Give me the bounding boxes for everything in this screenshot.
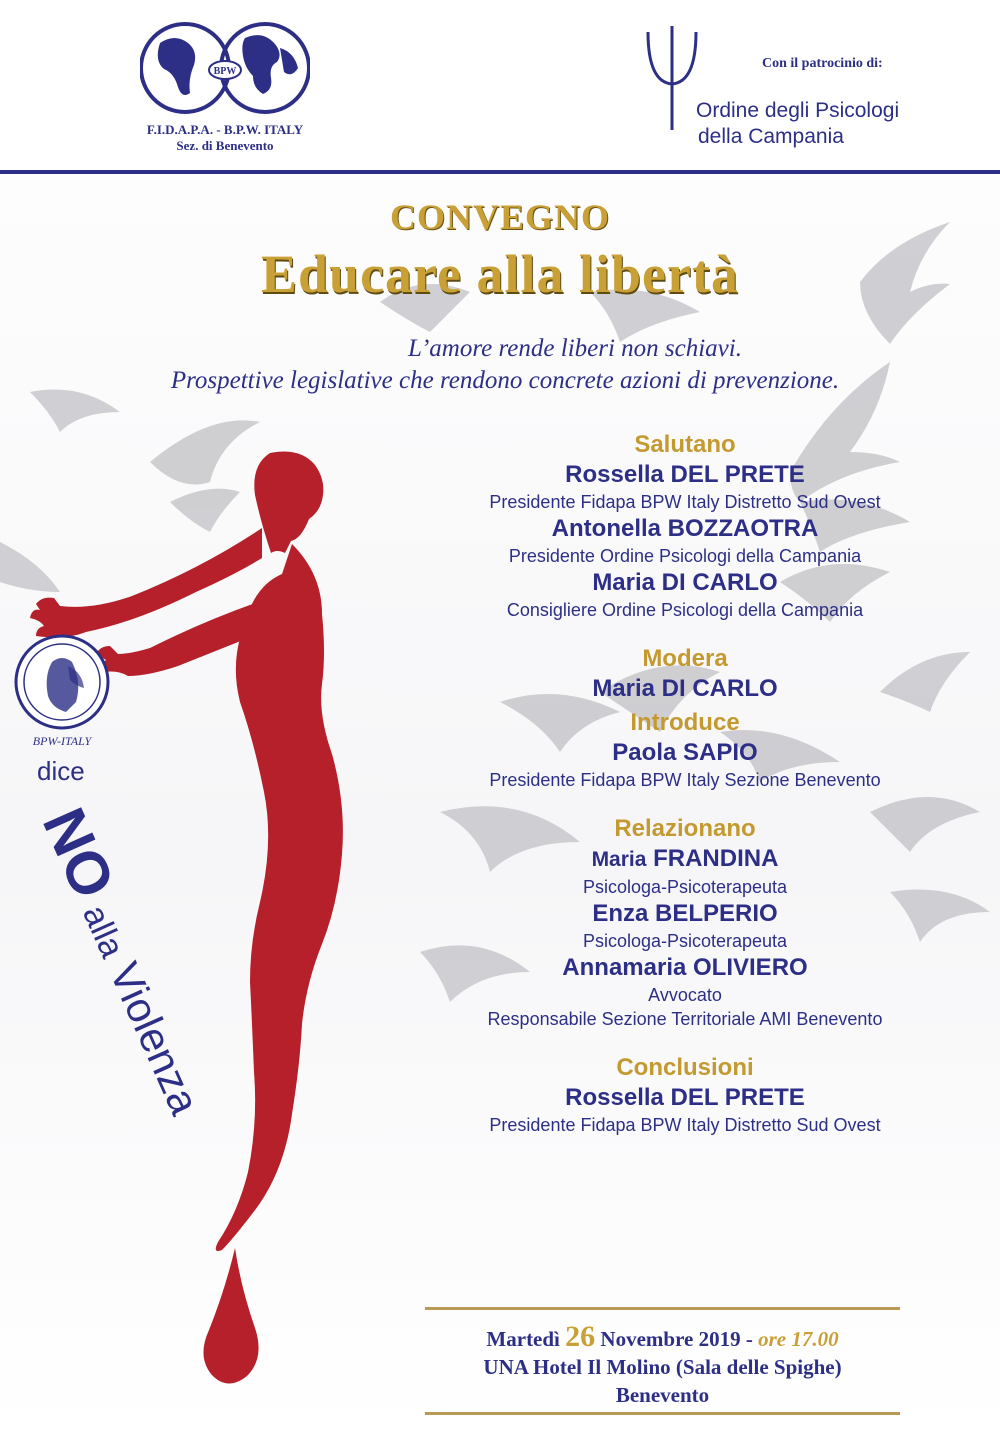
slogan-no: NO <box>29 798 128 908</box>
speaker-name: Maria DI CARLO <box>592 569 778 596</box>
event-time: ore 17.00 <box>758 1327 839 1351</box>
event-city: Benevento <box>615 1383 710 1407</box>
ordine-psicologi-name <box>696 98 899 150</box>
event-separator: - <box>740 1327 759 1351</box>
speaker-role: Avvocato <box>648 985 722 1005</box>
event-type-title: CONVEGNO <box>389 197 610 237</box>
section-modera: Modera <box>642 645 728 672</box>
section-conclusioni: Conclusioni <box>616 1054 754 1081</box>
fidapa-globe-logo <box>140 18 310 118</box>
programme <box>440 430 930 1137</box>
speaker-name: Enza BELPERIO <box>592 900 778 927</box>
footer-bottom-rule <box>425 1412 900 1415</box>
slogan-violenza: Violenza <box>100 955 209 1122</box>
speaker-name: Annamaria OLIVIERO <box>562 954 808 981</box>
introducer-role: Presidente Fidapa BPW Italy Sezione Benevento <box>489 770 881 790</box>
speaker-last-name: FRANDINA <box>653 845 779 872</box>
section-relazionano: Relazionano <box>614 815 756 842</box>
ordine-name-line2: della Campania <box>698 125 844 148</box>
psi-logo <box>640 22 700 132</box>
fidapa-badge-logo <box>12 632 112 732</box>
speaker-name: Antonella BOZZAOTRA <box>551 515 819 542</box>
speaker-first-name: Maria <box>591 848 647 871</box>
ordine-name-line1: Ordine degli Psicologi <box>696 99 900 122</box>
header <box>0 0 1000 172</box>
speaker-role: Presidente Ordine Psicologi della Campania <box>508 546 862 566</box>
conclusion-speaker-name: Rossella DEL PRETE <box>565 1084 805 1111</box>
event-date-number: 26 <box>565 1320 596 1353</box>
event-month-year: Novembre 2019 <box>600 1327 741 1351</box>
conclusion-speaker-role: Presidente Fidapa BPW Italy Distretto Sud Ovest <box>489 1115 881 1135</box>
slogan-alla: alla <box>75 899 132 964</box>
event-main-title: Educare alla libertà <box>261 244 739 304</box>
fidapa-caption-line2: Sez. di Benevento <box>176 138 274 153</box>
footer-top-rule <box>425 1307 900 1310</box>
event-date-line <box>425 1320 900 1353</box>
event-subtitle <box>0 333 1000 397</box>
speaker-role: Presidente Fidapa BPW Italy Distretto Sud Ovest <box>489 492 881 512</box>
event-day: Martedì <box>486 1327 560 1351</box>
speaker-name: Rossella DEL PRETE <box>565 461 805 488</box>
subtitle-line1: L’amore rende liberi non schiavi. <box>408 335 742 362</box>
subtitle-line2: Prospettive legislative che rendono concrete azioni di prevenzione. <box>170 367 840 394</box>
section-introduce: Introduce <box>630 709 740 736</box>
event-venue: UNA Hotel Il Molino (Sala delle Spighe) <box>483 1355 842 1379</box>
patrocinio-label: Con il patrocinio di: <box>762 56 883 71</box>
fidapa-caption <box>130 122 320 154</box>
bpw-badge-text: BPW <box>213 66 237 77</box>
slogan-dice: dice <box>37 756 85 786</box>
event-details <box>425 1320 900 1409</box>
speaker-role: Psicologa-Psicoterapeuta <box>582 931 788 951</box>
speaker-role: Consigliere Ordine Psicologi della Campania <box>506 600 864 620</box>
fidapa-caption-line1: F.I.D.A.P.A. - B.P.W. ITALY <box>146 122 304 137</box>
bpw-italy-caption: BPW-ITALY <box>32 734 92 748</box>
introducer-name: Paola SAPIO <box>612 739 758 766</box>
moderator-name: Maria DI CARLO <box>592 675 778 702</box>
section-salutano: Salutano <box>634 431 736 458</box>
speaker-role: Psicologa-Psicoterapeuta <box>582 877 788 897</box>
speaker-name <box>440 844 930 875</box>
speaker-role-extra: Responsabile Sezione Territoriale AMI Benevento <box>487 1009 883 1029</box>
